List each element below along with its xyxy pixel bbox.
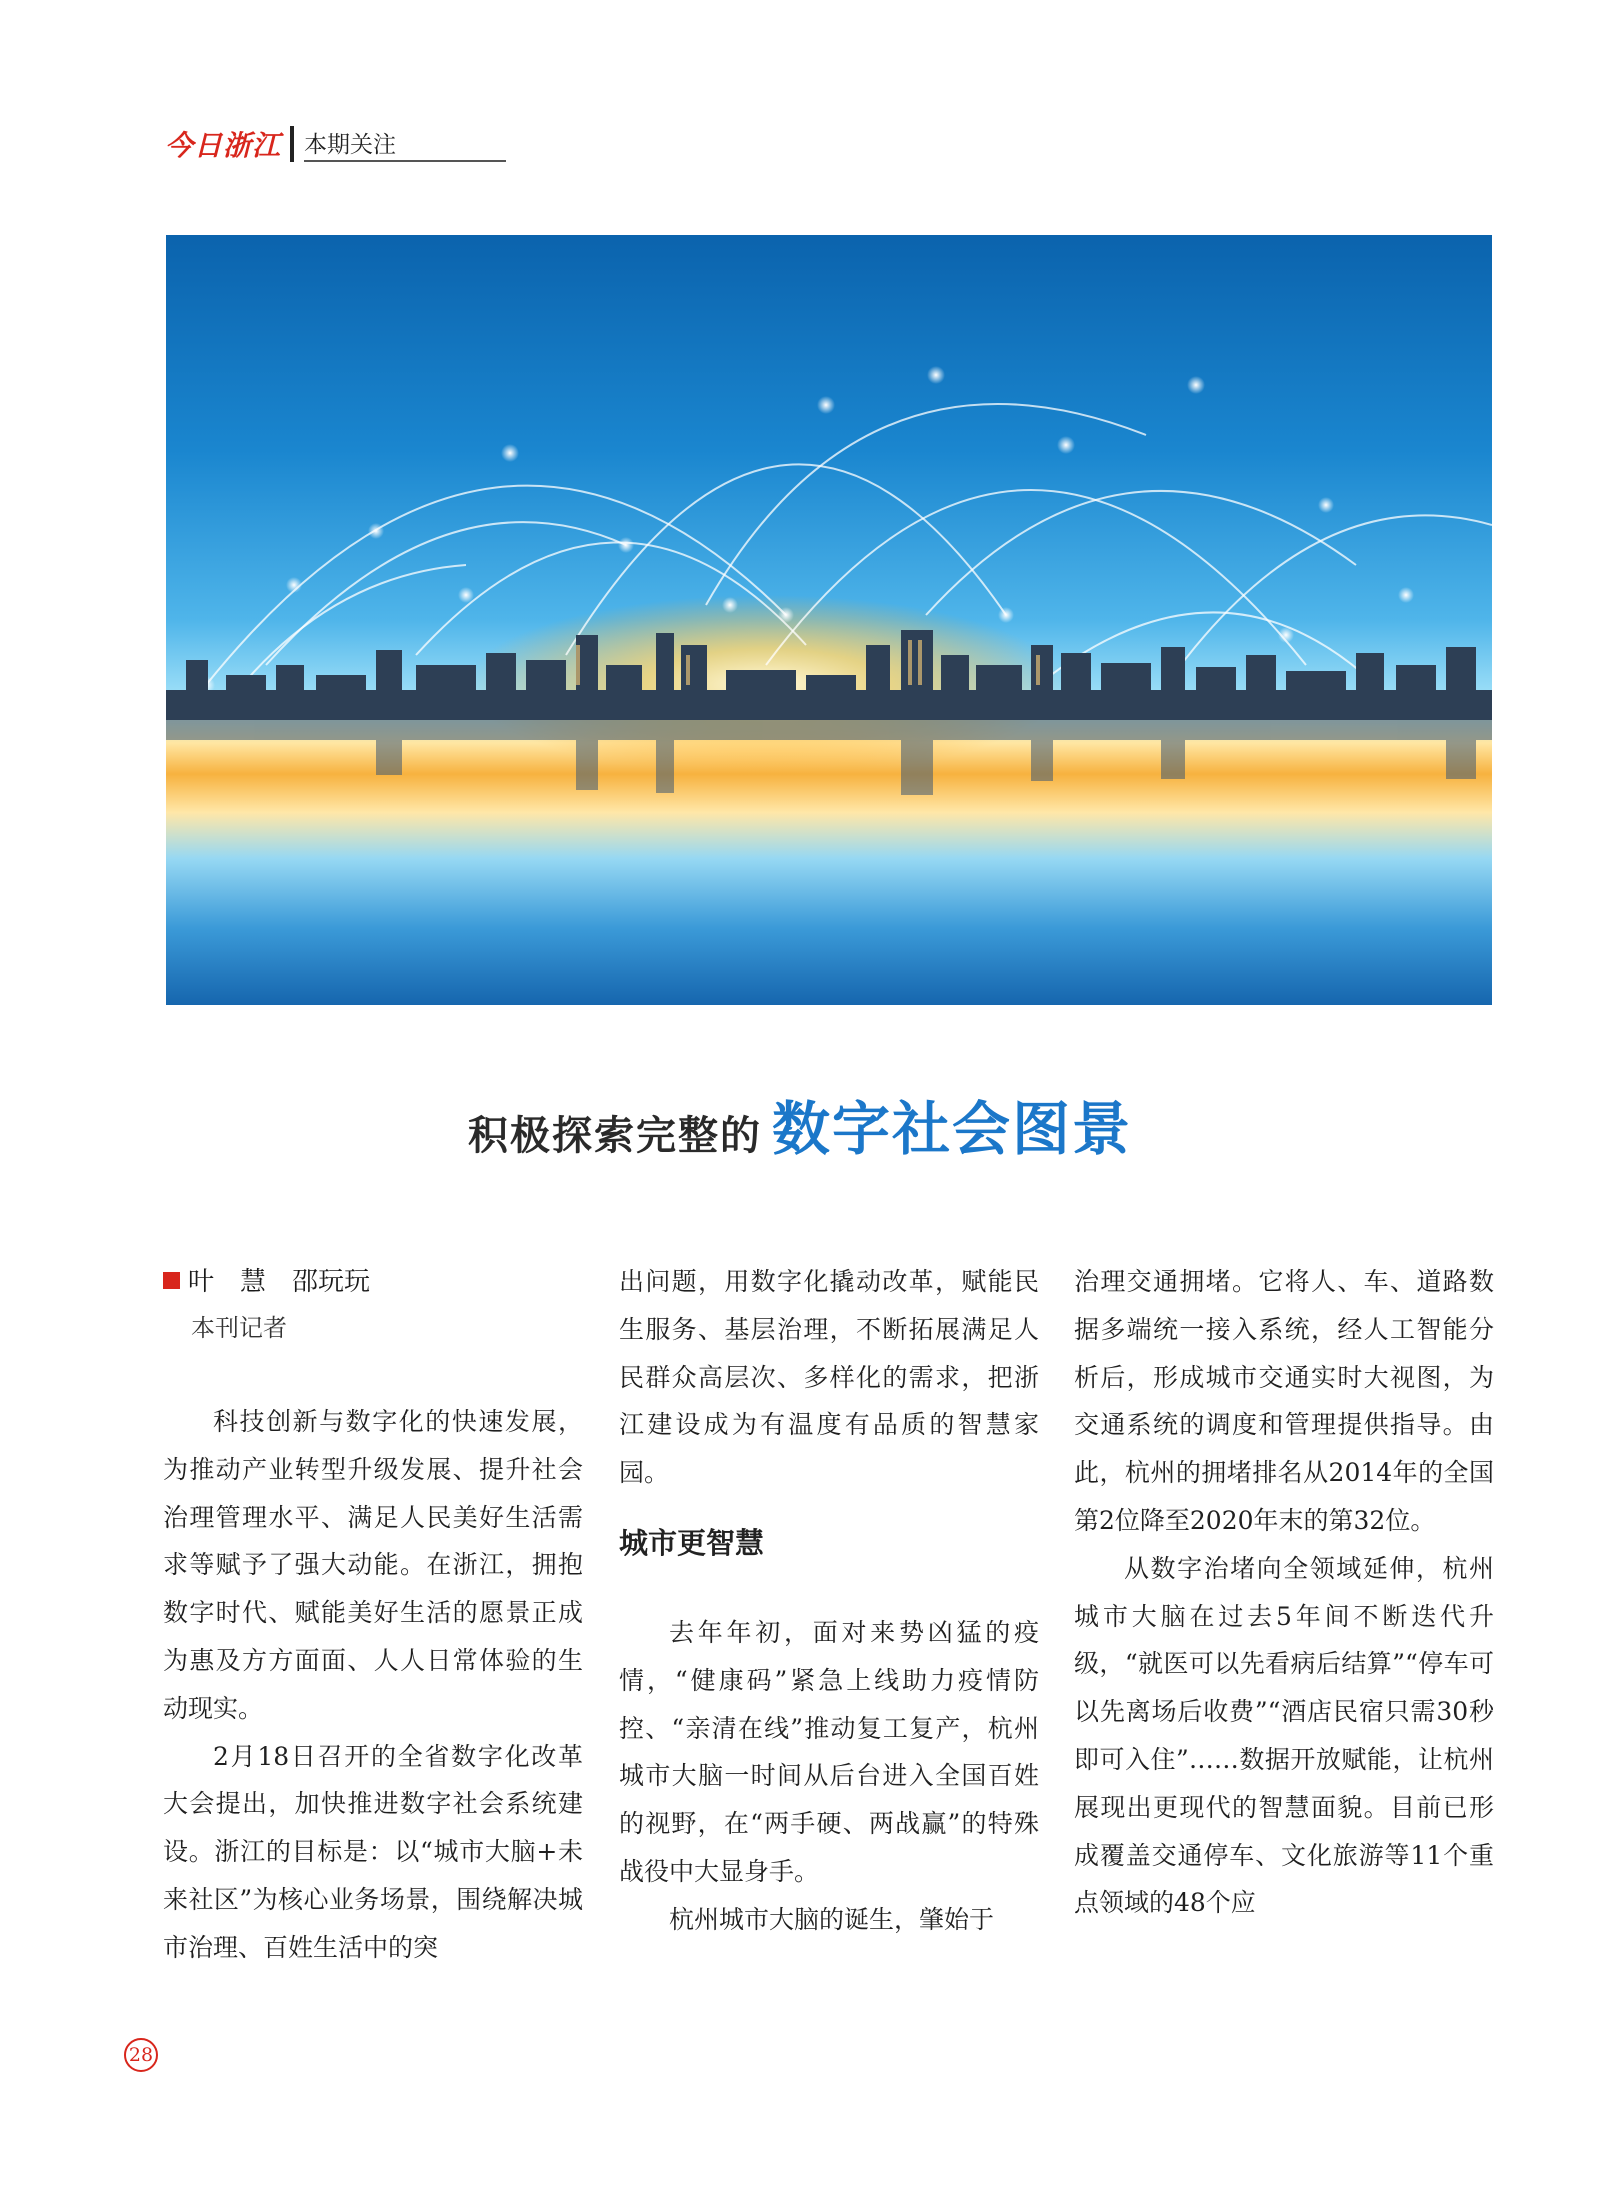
masthead-divider <box>290 126 294 162</box>
title-lead: 积极探索完整的 <box>467 1112 762 1159</box>
magazine-brand-logo: 今日浙江 <box>165 129 282 162</box>
paragraph: 科技创新与数字化的快速发展，为推动产业转型升级发展、提升社会治理管理水平、满足人民美好生活需求等赋予了强大动能。在浙江，拥抱数字时代、赋能美好生活的愿景正成为惠及方方面面、人人日常体验的生动现实。 <box>163 1407 583 1723</box>
section-label: 本期关注 <box>304 130 506 162</box>
byline-role: 本刊记者 <box>191 1314 287 1342</box>
section-subheading: 城市更智慧 <box>619 1525 765 1560</box>
article-column-3 <box>1074 1258 1494 1927</box>
paragraph: 治理交通拥堵。它将人、车、道路数据多端统一接入系统，经人工智能分析后，形成城市交通实时大视图，为交通系统的调度和管理提供指导。由此，杭州的拥堵排名从2014年的全国第2位降至2020年末的第32位。 <box>1074 1267 1494 1535</box>
article-title <box>0 1082 1600 1166</box>
article-column-1 <box>163 1258 583 1972</box>
byline-marker-icon <box>163 1272 180 1289</box>
hero-image <box>166 235 1492 1005</box>
title-focus: 数字社会图景 <box>771 1095 1132 1163</box>
paragraph: 2月18日召开的全省数字化改革大会提出，加快推进数字社会系统建设。浙江的目标是：以“城市大脑+未来社区”为核心业务场景，围绕解决城市治理、百姓生活中的突 <box>163 1741 583 1962</box>
paragraph: 去年年初，面对来势凶猛的疫情，“健康码”紧急上线助力疫情防控、“亲清在线”推动复工复产，杭州城市大脑一时间从后台进入全国百姓的视野，在“两手硬、两战赢”的特殊战役中大显身手。 <box>619 1617 1039 1886</box>
paragraph: 从数字治堵向全领域延伸，杭州城市大脑在过去5年间不断迭代升级，“就医可以先看病后结算”“停车可以先离场后收费”“酒店民宿只需30秒即可入住”……数据开放赋能，让杭州展现出更现代的智慧面貌。目前已形成覆盖交通停车、文化旅游等11个重点领域的48个应 <box>1074 1553 1494 1918</box>
page-number: 28 <box>124 2038 158 2072</box>
byline-names: 叶 慧 邵玩玩 <box>188 1267 371 1297</box>
byline <box>163 1258 583 1306</box>
paragraph: 出问题，用数字化撬动改革，赋能民生服务、基层治理，不断拓展满足人民群众高层次、多样化的需求，把浙江建设成为有温度有品质的智慧家园。 <box>619 1267 1039 1488</box>
masthead <box>165 122 506 162</box>
article-column-2 <box>619 1258 1039 1944</box>
city-skyline-network-photo <box>166 235 1492 1005</box>
paragraph: 杭州城市大脑的诞生，肇始于 <box>669 1904 995 1934</box>
